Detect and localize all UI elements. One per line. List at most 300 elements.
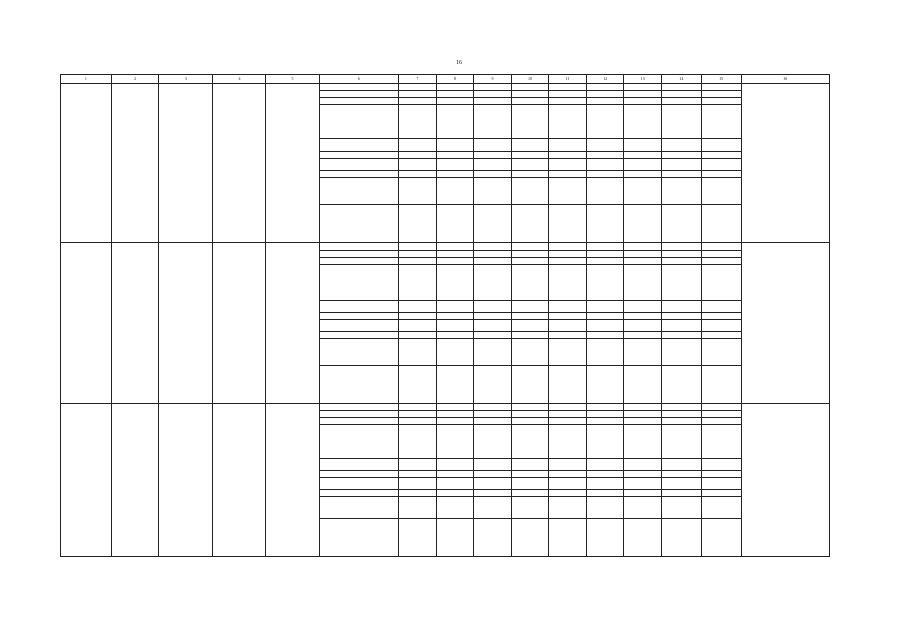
- value-cell: [474, 459, 512, 471]
- value-cell: [701, 366, 741, 404]
- value-cell: [436, 459, 474, 471]
- value-cell: [661, 425, 701, 459]
- value-cell: [701, 497, 741, 519]
- value-cell: [436, 243, 474, 251]
- value-cell: [436, 98, 474, 105]
- source-cell: [319, 301, 399, 313]
- value-cell: [399, 258, 437, 265]
- value-cell: [474, 251, 512, 258]
- value-cell: [586, 471, 624, 478]
- value-cell: [586, 497, 624, 519]
- table-row: [61, 243, 830, 251]
- block-1-col-3-cell: [159, 243, 213, 404]
- value-cell: [586, 425, 624, 459]
- value-cell: [586, 490, 624, 497]
- value-cell: [549, 171, 587, 178]
- value-cell: [399, 425, 437, 459]
- source-cell: [319, 519, 399, 557]
- value-cell: [474, 171, 512, 178]
- table-row: [61, 404, 830, 411]
- block-1-notes-cell: [741, 243, 829, 404]
- block-2-col-4-cell: [213, 404, 266, 557]
- value-cell: [511, 320, 549, 332]
- value-cell: [701, 425, 741, 459]
- value-cell: [511, 258, 549, 265]
- value-cell: [624, 159, 662, 171]
- source-cell: [319, 159, 399, 171]
- value-cell: [661, 313, 701, 320]
- value-cell: [399, 332, 437, 339]
- value-cell: [586, 478, 624, 490]
- value-cell: [399, 519, 437, 557]
- value-cell: [624, 152, 662, 159]
- value-cell: [624, 139, 662, 152]
- value-cell: [549, 366, 587, 404]
- value-cell: [474, 91, 512, 98]
- value-cell: [511, 139, 549, 152]
- value-cell: [586, 519, 624, 557]
- table-row: [61, 84, 830, 91]
- value-cell: [436, 251, 474, 258]
- source-cell: [319, 497, 399, 519]
- value-cell: [624, 404, 662, 411]
- value-cell: [511, 159, 549, 171]
- value-cell: [511, 171, 549, 178]
- value-cell: [701, 243, 741, 251]
- block-1-col-1-cell: [61, 243, 112, 404]
- value-cell: [549, 332, 587, 339]
- source-cell: [319, 178, 399, 205]
- header-cell: 9: [474, 75, 512, 84]
- value-cell: [549, 519, 587, 557]
- value-cell: [624, 205, 662, 243]
- header-cell: 2: [111, 75, 159, 84]
- value-cell: [586, 265, 624, 301]
- value-cell: [701, 171, 741, 178]
- header-cell: 12: [586, 75, 624, 84]
- value-cell: [549, 404, 587, 411]
- table-header-row: [61, 75, 830, 84]
- source-cell: [319, 243, 399, 251]
- source-cell: [319, 91, 399, 98]
- value-cell: [549, 313, 587, 320]
- value-cell: [549, 205, 587, 243]
- value-cell: [399, 139, 437, 152]
- value-cell: [511, 178, 549, 205]
- value-cell: [511, 152, 549, 159]
- value-cell: [661, 178, 701, 205]
- block-0-col-1-cell: [61, 84, 112, 243]
- source-cell: [319, 258, 399, 265]
- value-cell: [586, 91, 624, 98]
- value-cell: [399, 404, 437, 411]
- value-cell: [586, 98, 624, 105]
- value-cell: [436, 139, 474, 152]
- value-cell: [436, 497, 474, 519]
- value-cell: [701, 251, 741, 258]
- value-cell: [399, 418, 437, 425]
- value-cell: [549, 490, 587, 497]
- value-cell: [701, 205, 741, 243]
- value-cell: [661, 258, 701, 265]
- value-cell: [701, 105, 741, 139]
- value-cell: [399, 320, 437, 332]
- value-cell: [474, 418, 512, 425]
- value-cell: [549, 152, 587, 159]
- value-cell: [511, 366, 549, 404]
- value-cell: [586, 411, 624, 418]
- value-cell: [511, 84, 549, 91]
- value-cell: [399, 265, 437, 301]
- value-cell: [661, 251, 701, 258]
- value-cell: [436, 258, 474, 265]
- header-cell: 8: [436, 75, 474, 84]
- value-cell: [474, 339, 512, 366]
- value-cell: [701, 490, 741, 497]
- value-cell: [701, 411, 741, 418]
- value-cell: [549, 478, 587, 490]
- value-cell: [661, 139, 701, 152]
- block-1-col-4-cell: [213, 243, 266, 404]
- value-cell: [624, 332, 662, 339]
- value-cell: [436, 332, 474, 339]
- value-cell: [661, 171, 701, 178]
- value-cell: [701, 404, 741, 411]
- value-cell: [661, 519, 701, 557]
- value-cell: [624, 418, 662, 425]
- value-cell: [586, 159, 624, 171]
- value-cell: [624, 411, 662, 418]
- value-cell: [661, 478, 701, 490]
- value-cell: [661, 459, 701, 471]
- value-cell: [661, 471, 701, 478]
- block-0-col-5-cell: [266, 84, 319, 243]
- value-cell: [399, 243, 437, 251]
- value-cell: [399, 366, 437, 404]
- page-number: 16: [456, 60, 462, 66]
- value-cell: [586, 171, 624, 178]
- value-cell: [661, 404, 701, 411]
- value-cell: [474, 98, 512, 105]
- value-cell: [511, 265, 549, 301]
- value-cell: [511, 313, 549, 320]
- value-cell: [436, 313, 474, 320]
- value-cell: [511, 339, 549, 366]
- value-cell: [436, 152, 474, 159]
- value-cell: [399, 205, 437, 243]
- value-cell: [399, 411, 437, 418]
- value-cell: [474, 404, 512, 411]
- value-cell: [399, 84, 437, 91]
- value-cell: [549, 320, 587, 332]
- value-cell: [624, 258, 662, 265]
- value-cell: [586, 139, 624, 152]
- header-cell: 13: [624, 75, 662, 84]
- value-cell: [586, 84, 624, 91]
- value-cell: [511, 98, 549, 105]
- header-cell: 16: [741, 75, 829, 84]
- header-cell: 6: [319, 75, 399, 84]
- value-cell: [549, 159, 587, 171]
- value-cell: [586, 251, 624, 258]
- source-cell: [319, 339, 399, 366]
- value-cell: [586, 404, 624, 411]
- source-cell: [319, 171, 399, 178]
- source-cell: [319, 411, 399, 418]
- value-cell: [624, 519, 662, 557]
- value-cell: [661, 84, 701, 91]
- value-cell: [474, 265, 512, 301]
- value-cell: [624, 478, 662, 490]
- source-cell: [319, 139, 399, 152]
- value-cell: [586, 178, 624, 205]
- value-cell: [399, 105, 437, 139]
- value-cell: [436, 411, 474, 418]
- value-cell: [474, 84, 512, 91]
- value-cell: [474, 105, 512, 139]
- value-cell: [474, 313, 512, 320]
- value-cell: [661, 366, 701, 404]
- value-cell: [586, 258, 624, 265]
- value-cell: [701, 478, 741, 490]
- source-cell: [319, 152, 399, 159]
- source-cell: [319, 332, 399, 339]
- block-2-notes-cell: [741, 404, 829, 557]
- value-cell: [511, 205, 549, 243]
- value-cell: [474, 332, 512, 339]
- value-cell: [624, 366, 662, 404]
- block-2-col-1-cell: [61, 404, 112, 557]
- value-cell: [549, 425, 587, 459]
- value-cell: [474, 411, 512, 418]
- value-cell: [511, 519, 549, 557]
- value-cell: [436, 91, 474, 98]
- value-cell: [436, 519, 474, 557]
- value-cell: [701, 320, 741, 332]
- value-cell: [474, 243, 512, 251]
- value-cell: [661, 91, 701, 98]
- value-cell: [701, 459, 741, 471]
- value-cell: [624, 171, 662, 178]
- value-cell: [624, 251, 662, 258]
- value-cell: [661, 332, 701, 339]
- value-cell: [511, 478, 549, 490]
- value-cell: [701, 258, 741, 265]
- value-cell: [586, 205, 624, 243]
- value-cell: [701, 339, 741, 366]
- block-0-col-3-cell: [159, 84, 213, 243]
- header-cell: 10: [511, 75, 549, 84]
- header-cell: 11: [549, 75, 587, 84]
- header-cell: 15: [701, 75, 741, 84]
- value-cell: [549, 497, 587, 519]
- value-cell: [549, 251, 587, 258]
- value-cell: [624, 98, 662, 105]
- value-cell: [624, 91, 662, 98]
- header-cell: 7: [399, 75, 437, 84]
- source-cell: [319, 205, 399, 243]
- value-cell: [436, 478, 474, 490]
- value-cell: [474, 178, 512, 205]
- value-cell: [549, 471, 587, 478]
- value-cell: [549, 91, 587, 98]
- value-cell: [399, 152, 437, 159]
- value-cell: [511, 411, 549, 418]
- value-cell: [661, 301, 701, 313]
- value-cell: [474, 519, 512, 557]
- block-2-col-5-cell: [266, 404, 319, 557]
- value-cell: [399, 497, 437, 519]
- block-2-col-3-cell: [159, 404, 213, 557]
- value-cell: [661, 152, 701, 159]
- source-cell: [319, 471, 399, 478]
- value-cell: [399, 171, 437, 178]
- value-cell: [436, 339, 474, 366]
- value-cell: [661, 411, 701, 418]
- value-cell: [661, 418, 701, 425]
- value-cell: [586, 105, 624, 139]
- value-cell: [399, 471, 437, 478]
- value-cell: [701, 178, 741, 205]
- value-cell: [586, 459, 624, 471]
- value-cell: [661, 320, 701, 332]
- value-cell: [399, 313, 437, 320]
- value-cell: [511, 418, 549, 425]
- source-cell: [319, 425, 399, 459]
- value-cell: [474, 471, 512, 478]
- value-cell: [624, 265, 662, 301]
- source-cell: [319, 84, 399, 91]
- value-cell: [701, 159, 741, 171]
- value-cell: [586, 243, 624, 251]
- value-cell: [511, 301, 549, 313]
- value-cell: [436, 84, 474, 91]
- value-cell: [661, 105, 701, 139]
- source-cell: [319, 418, 399, 425]
- value-cell: [436, 320, 474, 332]
- value-cell: [436, 425, 474, 459]
- source-cell: [319, 98, 399, 105]
- source-cell: [319, 251, 399, 258]
- header-cell: 14: [661, 75, 701, 84]
- value-cell: [624, 84, 662, 91]
- block-0-col-4-cell: [213, 84, 266, 243]
- header-cell: 3: [159, 75, 213, 84]
- value-cell: [436, 301, 474, 313]
- value-cell: [511, 243, 549, 251]
- value-cell: [661, 205, 701, 243]
- value-cell: [436, 265, 474, 301]
- value-cell: [549, 411, 587, 418]
- block-0-notes-cell: [741, 84, 829, 243]
- value-cell: [474, 205, 512, 243]
- value-cell: [511, 91, 549, 98]
- value-cell: [624, 425, 662, 459]
- value-cell: [701, 91, 741, 98]
- value-cell: [586, 320, 624, 332]
- value-cell: [701, 301, 741, 313]
- source-cell: [319, 404, 399, 411]
- value-cell: [436, 404, 474, 411]
- value-cell: [511, 471, 549, 478]
- value-cell: [586, 332, 624, 339]
- value-cell: [701, 471, 741, 478]
- value-cell: [624, 339, 662, 366]
- value-cell: [436, 490, 474, 497]
- value-cell: [661, 265, 701, 301]
- value-cell: [549, 301, 587, 313]
- value-cell: [586, 301, 624, 313]
- source-cell: [319, 320, 399, 332]
- value-cell: [701, 519, 741, 557]
- value-cell: [436, 159, 474, 171]
- value-cell: [474, 301, 512, 313]
- value-cell: [474, 152, 512, 159]
- value-cell: [661, 98, 701, 105]
- value-cell: [511, 332, 549, 339]
- header-cell: 5: [266, 75, 319, 84]
- value-cell: [399, 91, 437, 98]
- value-cell: [474, 497, 512, 519]
- value-cell: [511, 425, 549, 459]
- value-cell: [586, 313, 624, 320]
- block-0-col-2-cell: [111, 84, 159, 243]
- value-cell: [511, 459, 549, 471]
- value-cell: [399, 459, 437, 471]
- value-cell: [701, 418, 741, 425]
- value-cell: [586, 418, 624, 425]
- value-cell: [624, 320, 662, 332]
- value-cell: [661, 497, 701, 519]
- source-cell: [319, 459, 399, 471]
- value-cell: [624, 243, 662, 251]
- value-cell: [549, 84, 587, 91]
- value-cell: [511, 404, 549, 411]
- value-cell: [399, 339, 437, 366]
- value-cell: [399, 478, 437, 490]
- value-cell: [436, 105, 474, 139]
- value-cell: [701, 332, 741, 339]
- value-cell: [474, 320, 512, 332]
- value-cell: [399, 178, 437, 205]
- value-cell: [624, 497, 662, 519]
- source-cell: [319, 313, 399, 320]
- value-cell: [624, 471, 662, 478]
- value-cell: [549, 258, 587, 265]
- block-1-col-5-cell: [266, 243, 319, 404]
- value-cell: [661, 339, 701, 366]
- value-cell: [549, 178, 587, 205]
- header-cell: 1: [61, 75, 112, 84]
- value-cell: [474, 159, 512, 171]
- value-cell: [624, 490, 662, 497]
- value-cell: [549, 243, 587, 251]
- source-cell: [319, 105, 399, 139]
- value-cell: [511, 105, 549, 139]
- value-cell: [474, 425, 512, 459]
- value-cell: [549, 105, 587, 139]
- value-cell: [549, 459, 587, 471]
- value-cell: [399, 490, 437, 497]
- value-cell: [436, 178, 474, 205]
- value-cell: [399, 251, 437, 258]
- value-cell: [624, 301, 662, 313]
- value-cell: [474, 258, 512, 265]
- value-cell: [436, 471, 474, 478]
- value-cell: [549, 418, 587, 425]
- block-1-col-2-cell: [111, 243, 159, 404]
- value-cell: [474, 478, 512, 490]
